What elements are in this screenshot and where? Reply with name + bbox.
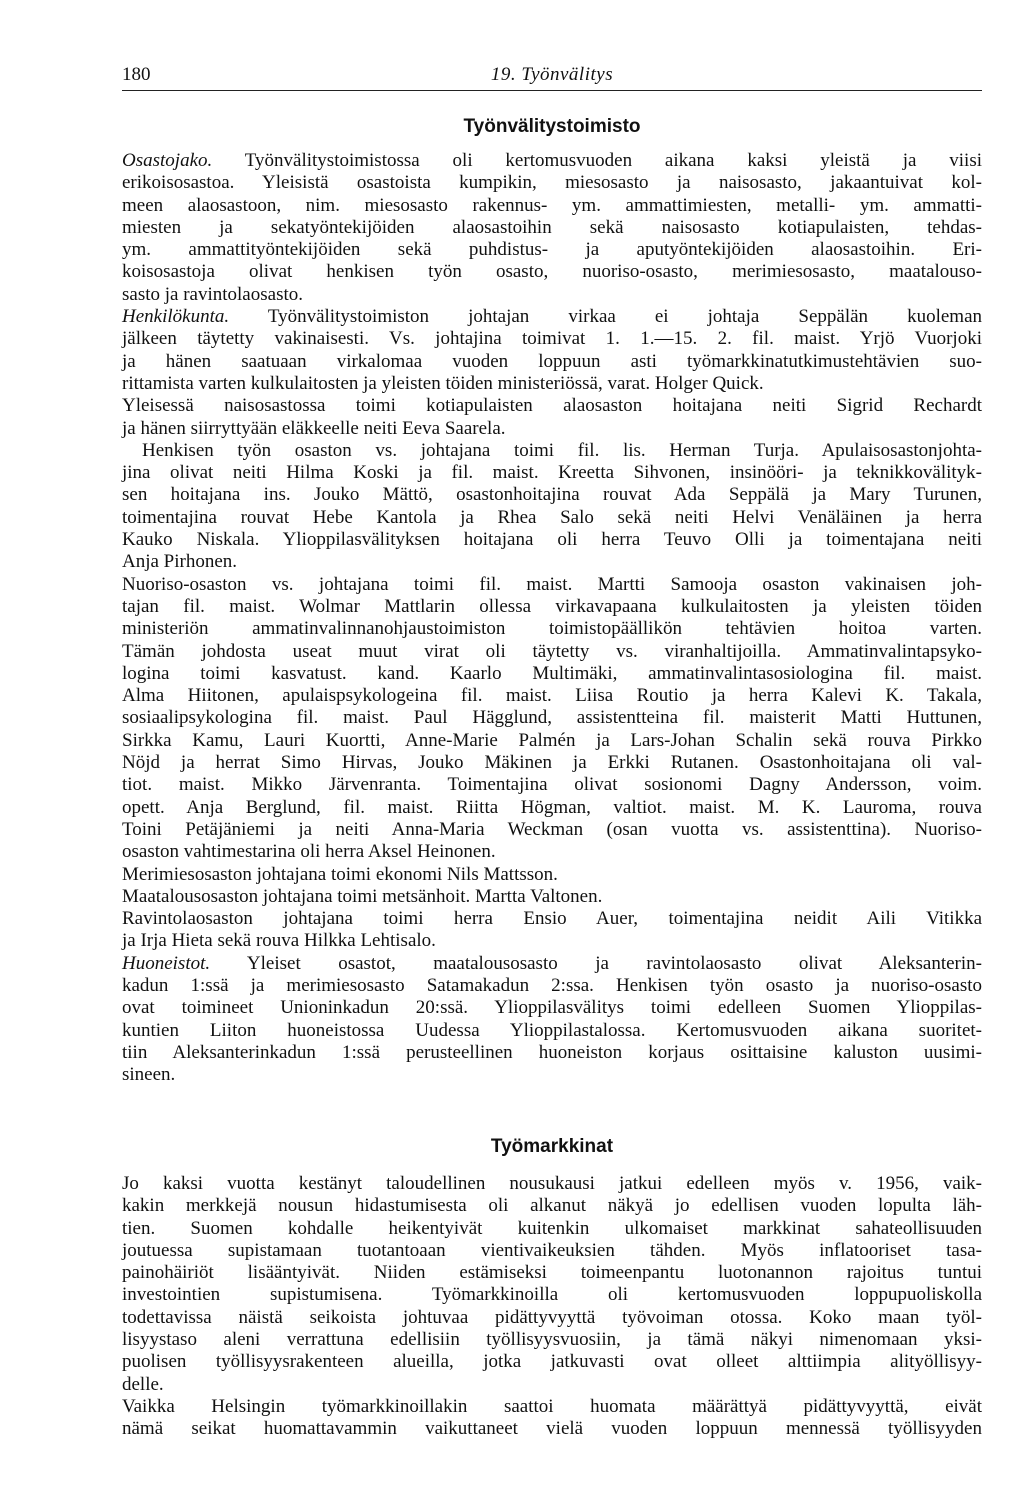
text-line [122,239,982,261]
line-text: nämä seikat huomattavammin vaikuttaneet vielä vuoden loppuun mennessä työllisyyden [122,1418,982,1440]
text-line [122,551,982,573]
line-text: Työnvälitystoimistossa oli kertomusvuoden aikana kaksi yleistä ja viisi [212,150,982,171]
paragraph-lead: Huoneistot. [122,952,211,974]
line-text: sineen. [122,1064,176,1086]
text-line [122,150,982,172]
text-line [122,440,982,462]
text-line [122,1307,982,1329]
text-line [122,195,982,217]
line-text: logina toimi kasvatust. kand. Kaarlo Multimäki, ammatinvalintasosiologina fil. maist. [122,662,982,684]
text-line [122,217,982,239]
text-line [122,975,982,997]
line-text: puolisen työllisyysrakenteen alueilla, jotka jatkuvasti ovat olleet alttiimpia alityöllisyy- [122,1351,982,1373]
text-line [122,1240,982,1262]
line-text: miesten ja sekatyöntekijöiden alaosastoihin sekä naisosasto kotiapulaisten, tehdas- [122,216,982,238]
text-line [122,1329,982,1351]
text-line [122,1042,982,1064]
line-text: delle. [122,1373,164,1395]
line-text: opett. Anja Berglund, fil. maist. Riitta Högman, valtiot. maist. M. K. Lauroma, rouva [122,796,982,818]
text-line [122,641,982,663]
line-text: ja hänen saatuaan virkalomaa vuoden loppuun asti työmarkkinatutkimustehtävien suo- [122,350,982,372]
line-text: Sirkka Kamu, Lauri Kuortti, Anne-Marie Palmén ja Lars-Johan Schalin sekä rouva Pirkko [122,729,982,751]
chapter-title: 19. Työnvälitys [490,64,614,85]
text-line [122,529,982,551]
text-line [122,908,982,930]
section-body-tyomarkkinat [122,1173,982,1441]
line-text: ministeriön ammatinvalinnanohjaustoimiston toimistopäällikön tehtävien hoitoa varten. [122,618,982,640]
line-text: todettavissa näistä seikoista johtuvaa pidättyvyyttä työvoiman otossa. Koko maan työl- [122,1306,982,1328]
text-line [122,841,982,863]
text-line [122,172,982,194]
text-line [122,1284,982,1306]
line-text: joutuessa supistamaan tuotantoaan vientivaikeuksien tähden. Myös inflatooriset tasa- [122,1239,982,1261]
line-text: sen hoitajana ins. Jouko Mättö, osastonhoitajina rouvat Ada Seppälä ja Mary Turunen, [122,484,982,506]
text-line [122,1418,982,1440]
text-line [122,752,982,774]
text-line [122,953,982,975]
line-text: tiot. maist. Mikko Järvenranta. Toimentajina olivat sosionomi Dagny Andersson, voim. [122,774,982,796]
line-text: painohäiriöt lisääntyivät. Niiden estämiseksi toimeenpantu luotonannon rajoitus tuntui [122,1262,982,1284]
text-line [122,484,982,506]
text-line [122,930,982,952]
line-text: Vaikka Helsingin työmarkkinoillakin saattoi huomata määrättyä pidättyvyyttä, eivät [122,1395,982,1417]
line-text: rittamista varten kulkulaitosten ja yleisten töiden ministeriössä, varat. Holger Quick. [122,372,764,394]
text-line [122,418,982,440]
line-text: Tämän johdosta useat muut virat oli täytetty vs. viranhaltijoilla. Ammatinvalintapsyko- [122,640,982,662]
line-text: Merimiesosaston johtajana toimi ekonomi Nils Mattsson. [122,863,558,885]
text-line [122,1351,982,1373]
text-line [122,507,982,529]
line-text: sasto ja ravintolaosasto. [122,283,303,305]
text-line [122,306,982,328]
text-line [122,797,982,819]
text-line [122,1173,982,1195]
text-line [122,819,982,841]
section-body-tyonvalitystoimisto [122,150,982,1086]
text-line [122,774,982,796]
text-line [122,685,982,707]
text-line [122,997,982,1019]
line-text: lisyystaso aleni verrattuna edellisiin työllisyysvuosiin, ja tämä näkyi nimenomaan yksi- [122,1329,982,1351]
line-text: investointien supistumisena. Työmarkkinoilla oli kertomusvuoden loppupuoliskolla [122,1284,982,1306]
text-line [122,1396,982,1418]
line-text: Toini Petäjäniemi ja neiti Anna-Maria Weckman (osan vuotta vs. assistenttina). Nuoriso- [122,818,982,840]
line-text: jälkeen täytetty vakinaisesti. Vs. johtajina toimivat 1. 1.—15. 2. fil. maist. Yrjö Vuorjoki [122,328,982,350]
line-text: Anja Pirhonen. [122,551,238,573]
line-text: ovat toimineet Unioninkadun 20:ssä. Ylioppilasvälitys toimi edelleen Suomen Ylioppilas- [122,997,982,1019]
line-text: Alma Hiitonen, apulaispsykologeina fil. maist. Liisa Routio ja herra Kalevi K. Takala, [122,685,982,707]
text-line [122,328,982,350]
paragraph-lead: Henkilökunta. [122,306,230,328]
text-line [122,1195,982,1217]
text-line [122,1218,982,1240]
section-heading-tyonvalitystoimisto: Työnvälitystoimisto [463,116,641,137]
text-line [122,261,982,283]
text-line [122,618,982,640]
text-line [122,730,982,752]
line-text: toimentajina rouvat Hebe Kantola ja Rhea Salo sekä neiti Helvi Venäläinen ja herra [122,506,982,528]
text-line [122,373,982,395]
line-text: jina olivat neiti Hilma Koski ja fil. maist. Kreetta Sihvonen, insinööri- ja teknikkovälityk- [122,462,982,484]
line-text: Henkisen työn osaston vs. johtajana toimi fil. lis. Herman Turja. Apulaisosastonjohta- [142,439,982,461]
text-line [122,351,982,373]
text-line [122,864,982,886]
line-text: erikoisosastoa. Yleisistä osastoista kumpikin, miesosasto ja naisosasto, jakaantuivat kol- [122,172,982,194]
line-text: sosiaalipsykologina fil. maist. Paul Hägglund, assistentteina fil. maisterit Matti Huttunen, [122,707,982,729]
line-text: meen alaosastoon, nim. miesosasto rakennus- ym. ammattimiesten, metalli- ym. ammatti- [122,194,982,216]
text-line [122,596,982,618]
page-number: 180 [122,64,151,85]
text-line [122,886,982,908]
paragraph-lead: Osastojako. [122,150,213,171]
line-text: Yleiset osastot, maatalousosasto ja ravintolaosasto olivat Aleksanterin- [210,952,982,974]
line-text: tiin Aleksanterinkadun 1:ssä perusteellinen huoneiston korjaus osittaisine kaluston uusimi- [122,1041,982,1063]
text-line [122,284,982,306]
text-line [122,1262,982,1284]
line-text: Nöjd ja herrat Simo Hirvas, Jouko Mäkinen ja Erkki Rutanen. Osastonhoitajana oli val- [122,752,982,774]
section-heading-tyomarkkinat: Työmarkkinat [490,1136,614,1157]
line-text: ja hänen siirryttyään eläkkeelle neiti Eeva Saarela. [122,417,506,439]
text-line [122,663,982,685]
text-line [122,395,982,417]
line-text: koisosastoja olivat henkisen työn osasto, nuoriso-osasto, merimiesosasto, maatalouso- [122,261,982,283]
line-text: osaston vahtimestarina oli herra Aksel Heinonen. [122,841,496,863]
line-text: Työnvälitystoimiston johtajan virkaa ei johtaja Seppälän kuoleman [229,306,982,328]
line-text: kadun 1:ssä ja merimiesosasto Satamakadun 2:ssa. Henkisen työn osasto ja nuoriso-osasto [122,974,982,996]
text-line [122,707,982,729]
text-line [122,462,982,484]
line-text: Kauko Niskala. Ylioppilasvälityksen hoitajana oli herra Teuvo Olli ja toimentajana neiti [122,529,982,551]
text-line [122,1374,982,1396]
running-header [122,58,982,91]
line-text: kakin merkkejä nousun hidastumisesta oli alkanut näkyä jo edellisen vuoden lopulta läh- [122,1195,982,1217]
line-text: Nuoriso-osaston vs. johtajana toimi fil. maist. Martti Samooja osaston vakinaisen joh- [122,573,982,595]
line-text: kuntien Liiton huoneistossa Uudessa Ylioppilastalossa. Kertomusvuoden aikana suoritet- [122,1019,982,1041]
line-text: Yleisessä naisosastossa toimi kotiapulaisten alaosaston hoitajana neiti Sigrid Rechardt [122,395,982,417]
line-text: ym. ammattityöntekijöiden sekä puhdistus- ja aputyöntekijöiden alaosastoihin. Eri- [122,239,982,261]
line-text: tajan fil. maist. Wolmar Mattlarin ollessa virkavapaana kulkulaitosten ja yleisten töiden [122,595,982,617]
text-line [122,1064,982,1086]
text-line [122,574,982,596]
line-text: ja Irja Hieta sekä rouva Hilkka Lehtisalo. [122,930,436,952]
text-line [122,1020,982,1042]
line-text: tien. Suomen kohdalle heikentyivät kuitenkin ulkomaiset markkinat sahateollisuuden [122,1217,982,1239]
line-text: Jo kaksi vuotta kestänyt taloudellinen nousukausi jatkui edelleen myös v. 1956, vaik- [122,1173,982,1194]
line-text: Maatalousosaston johtajana toimi metsänhoit. Martta Valtonen. [122,885,603,907]
line-text: Ravintolaosaston johtajana toimi herra Ensio Auer, toimentajina neidit Aili Vitikka [122,908,982,930]
